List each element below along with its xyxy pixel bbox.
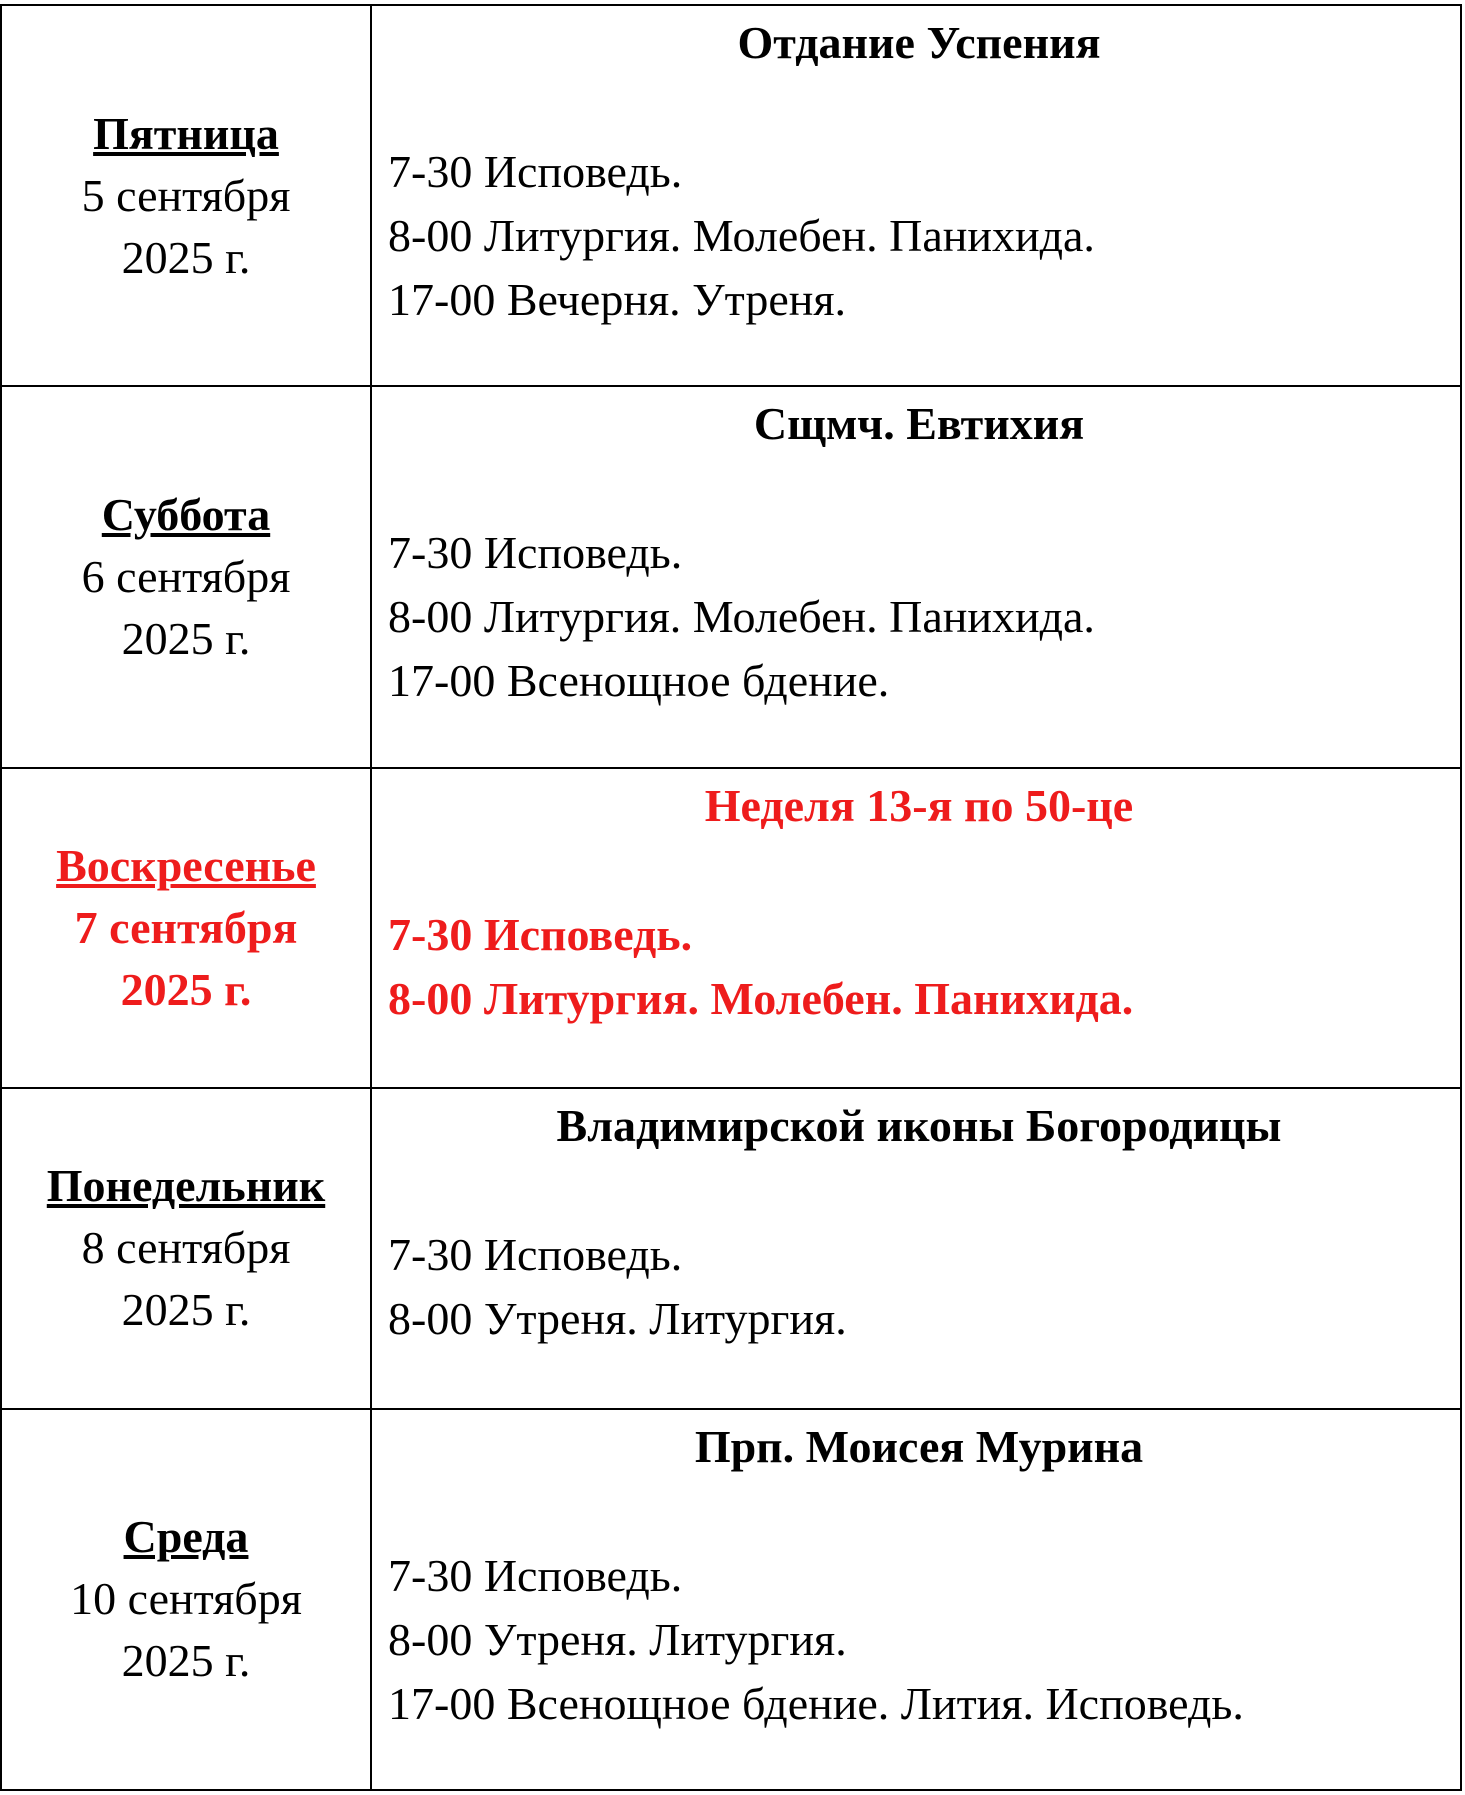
day-cell: [1, 1088, 371, 1409]
services-cell: [371, 1409, 1461, 1790]
services-cell: [371, 386, 1461, 767]
date-label: 10 сентября: [70, 1573, 302, 1625]
spacer: [388, 1470, 1450, 1544]
date-label: 7 сентября: [74, 901, 298, 953]
feast-title: Сщмч. Евтихия: [753, 398, 1085, 450]
year-label: 2025 г.: [120, 963, 252, 1015]
schedule-row: [1, 768, 1461, 1089]
weekday-label: Понедельник: [46, 1160, 326, 1212]
weekday-label: Воскресенье: [56, 839, 316, 891]
feast-title: Неделя 13-я по 50-це: [704, 779, 1134, 831]
spacer: [388, 829, 1450, 903]
spacer: [388, 447, 1450, 521]
service-item: 7-30 Исповедь.: [388, 1549, 683, 1601]
service-list: [388, 1223, 1450, 1351]
day-cell: [1, 5, 371, 386]
date-label: 6 сентября: [81, 550, 291, 602]
service-item: 7-30 Исповедь.: [388, 908, 693, 960]
feast-title: Отдание Успения: [737, 17, 1101, 68]
schedule-row: [1, 5, 1461, 386]
schedule-table: [0, 4, 1462, 1791]
service-list: [388, 903, 1450, 1031]
services-cell: [371, 5, 1461, 386]
date-label: 5 сентября: [81, 169, 291, 221]
weekday-label: Среда: [123, 1511, 249, 1563]
date-label: 8 сентября: [81, 1222, 291, 1274]
year-label: 2025 г.: [121, 612, 251, 664]
schedule-row: [1, 1409, 1461, 1790]
service-item: 17-00 Всенощное бдение.: [388, 655, 890, 707]
weekday-label: Суббота: [101, 488, 271, 540]
services-cell: [371, 768, 1461, 1089]
day-cell: [1, 386, 371, 767]
service-item: 8-00 Литургия. Молебен. Панихида.: [388, 591, 1095, 643]
year-label: 2025 г.: [121, 1284, 251, 1336]
services-cell: [371, 1088, 1461, 1409]
service-list: [388, 1544, 1450, 1736]
service-item: 8-00 Утреня. Литургия.: [388, 1293, 847, 1345]
schedule-body: [1, 5, 1461, 1790]
service-item: 17-00 Вечерня. Утреня.: [388, 274, 847, 325]
day-cell: [1, 768, 371, 1089]
schedule-row: [1, 1088, 1461, 1409]
service-list: [388, 140, 1450, 332]
weekday-label: Пятница: [93, 107, 279, 159]
service-item: 8-00 Литургия. Молебен. Панихида.: [388, 972, 1134, 1024]
service-item: 8-00 Утреня. Литургия.: [388, 1613, 847, 1665]
spacer: [388, 1149, 1450, 1223]
year-label: 2025 г.: [121, 1635, 251, 1687]
service-item: 8-00 Литургия. Молебен. Панихида.: [388, 210, 1095, 261]
day-cell: [1, 1409, 371, 1790]
schedule-row: [1, 386, 1461, 767]
service-item: 17-00 Всенощное бдение. Лития. Исповедь.: [388, 1677, 1244, 1729]
feast-title: Владимирской иконы Богородицы: [556, 1100, 1282, 1152]
service-list: [388, 521, 1450, 713]
spacer: [388, 66, 1450, 140]
feast-title: Прп. Моисея Мурина: [694, 1420, 1144, 1472]
year-label: 2025 г.: [121, 231, 251, 283]
service-item: 7-30 Исповедь.: [388, 146, 683, 197]
service-item: 7-30 Исповедь.: [388, 527, 683, 579]
service-item: 7-30 Исповедь.: [388, 1229, 683, 1281]
